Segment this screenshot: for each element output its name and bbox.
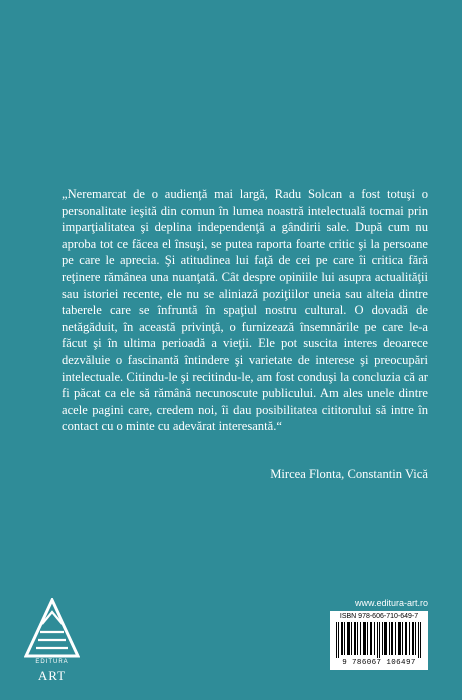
blurb-text: „Neremarcat de o audiență mai largă, Radu Solcan a fost totuşi o personalitate ieşită din comun în lumea noastră intelectuală tocmai prin imparţialitatea şi deplina independenţă a gândirii sale. După cum nu aproba tot ce făcea el însuşi, se putea raporta foarte critic şi la persoane pe care le aprecia. Şi atitudinea lui faţă de cei pe care îi critica fără reţinere rămânea una nuanţată. Cât despre opiniile lui asupra actualităţii sau istoriei recente, ele nu se aliniază poziţiilor uneia sau alteia dintre taberele care se înfruntă în spaţiul nostru cultural. O dovadă de netăgăduit, în această privinţă, o furnizează însemnările pe care le-a făcut şi în ultima perioadă a vieţii. Ele pot suscita interes deoarece dezvăluie o fascinantă întindere şi varietate de interese şi preocupări intelectuale. Citindu-le şi recitindu-le, am fost conduşi la concluzia că ar fi păcat ca ele să rămână necunoscute publicului. Am ales unele dintre acele pagini care, credem noi, îi dau posibilitatea cititorului să intre în contact cu o minte cu adevărat interesantă.“ xyxy=(62,187,428,434)
publisher-label-large: ART xyxy=(37,668,67,683)
author-attribution: Mircea Flonta, Constantin Vică xyxy=(270,467,428,481)
isbn-number: ISBN 978-606-710-649-7 xyxy=(339,613,419,620)
isbn-barcode xyxy=(330,611,428,670)
barcode-bars-icon xyxy=(336,622,422,658)
publisher-label-small: EDITURA xyxy=(35,659,69,665)
blurb-quote xyxy=(62,186,428,435)
publisher-emblem-icon xyxy=(24,598,80,658)
publisher-website: www.editura-art.ro xyxy=(354,598,428,608)
barcode-digits: 9 786067 106497 xyxy=(342,659,416,667)
publisher-logo xyxy=(24,598,80,698)
